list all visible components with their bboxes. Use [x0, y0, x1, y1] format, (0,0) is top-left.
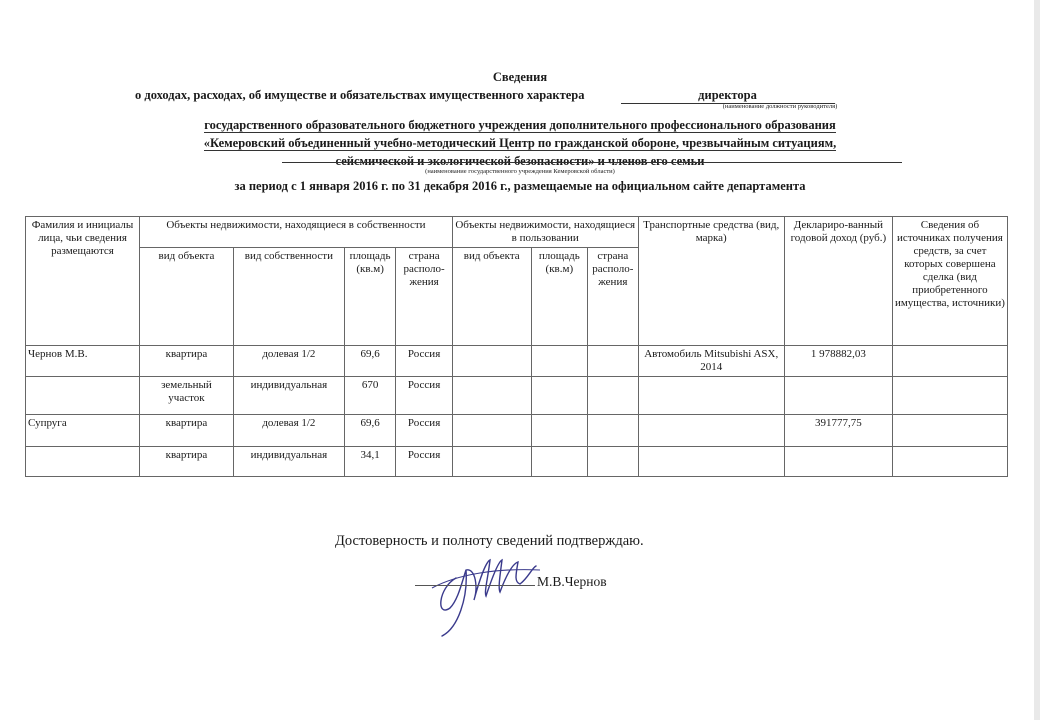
income-header: Деклариро-ванный годовой доход (руб.)	[784, 217, 892, 346]
used-country-header: страна располо-жения	[588, 248, 638, 346]
ownership-cell: долевая 1/2	[233, 415, 344, 447]
owned-area-header: площадь (кв.м)	[344, 248, 395, 346]
used-type-cell	[452, 415, 531, 447]
used-area-header: площадь (кв.м)	[531, 248, 588, 346]
transport-header: Транспортные средства (вид, марка)	[638, 217, 784, 346]
org-underline	[282, 162, 902, 163]
table-row	[26, 377, 1008, 415]
table-row	[26, 447, 1008, 477]
used-type-cell	[452, 377, 531, 415]
position-field: директора	[621, 88, 835, 104]
ownership-cell: индивидуальная	[233, 447, 344, 477]
owned-country-header: страна располо-жения	[396, 248, 453, 346]
used-header: Объекты недвижимости, находящиеся в пользовании	[452, 217, 638, 248]
transport-cell: Автомобиль Mitsubishi ASX, 2014	[638, 346, 784, 377]
org-line-3: сейсмической и экологической безопасности» и членов его семьи	[335, 154, 705, 168]
table-row	[26, 415, 1008, 447]
type-cell: квартира	[140, 346, 234, 377]
doc-title: Сведения	[492, 70, 548, 84]
income-cell: 1 978882,03	[784, 346, 892, 377]
ownership-cell: индивидуальная	[233, 377, 344, 415]
income-cell	[784, 447, 892, 477]
transport-cell	[638, 415, 784, 447]
area-cell: 69,6	[344, 346, 395, 377]
transport-cell	[638, 447, 784, 477]
person-cell	[26, 377, 140, 415]
sources-cell	[892, 447, 1007, 477]
signer-name: М.В.Чернов	[537, 574, 607, 589]
area-cell: 69,6	[344, 415, 395, 447]
type-cell: земельный участок	[140, 377, 234, 415]
person-cell: Чернов М.В.	[26, 346, 140, 377]
income-table	[25, 216, 1008, 477]
owned-header: Объекты недвижимости, находящиеся в собственности	[140, 217, 453, 248]
used-area-cell	[531, 415, 588, 447]
person-header: Фамилия и инициалы лица, чьи сведения размещаются	[26, 217, 140, 346]
used-country-cell	[588, 377, 638, 415]
person-cell: Супруга	[26, 415, 140, 447]
org-caption: (наименование государственного учреждения Кемеровской области)	[425, 168, 615, 175]
doc-subtitle	[135, 88, 835, 104]
type-cell: квартира	[140, 447, 234, 477]
position-caption: (наименование должности руководителя)	[722, 103, 838, 110]
country-cell: Россия	[396, 415, 453, 447]
used-area-cell	[531, 377, 588, 415]
type-cell: квартира	[140, 415, 234, 447]
person-cell	[26, 447, 140, 477]
used-area-cell	[531, 346, 588, 377]
page-edge	[1034, 0, 1040, 720]
org-line-2: «Кемеровский объединенный учебно-методический Центр по гражданской обороне, чрезвычайным ситуациям,	[203, 136, 837, 150]
ownership-cell: долевая 1/2	[233, 346, 344, 377]
header-row-1	[26, 217, 1008, 248]
sources-header: Сведения об источниках получения средств, за счет которых совершена сделка (вид приобретенного имущества, источники)	[892, 217, 1007, 346]
signature-icon	[428, 548, 548, 638]
country-cell: Россия	[396, 377, 453, 415]
used-country-cell	[588, 447, 638, 477]
transport-cell	[638, 377, 784, 415]
income-cell: 391777,75	[784, 415, 892, 447]
signature-line	[415, 585, 535, 586]
country-cell: Россия	[396, 346, 453, 377]
used-type-cell	[452, 346, 531, 377]
used-type-header: вид объекта	[452, 248, 531, 346]
country-cell: Россия	[396, 447, 453, 477]
table-row	[26, 346, 1008, 377]
sources-cell	[892, 377, 1007, 415]
used-area-cell	[531, 447, 588, 477]
subtitle-text: о доходах, расходах, об имуществе и обязательствах имущественного характера	[135, 88, 585, 102]
used-type-cell	[452, 447, 531, 477]
owned-ownership-header: вид собственности	[233, 248, 344, 346]
period-line: за период с 1 января 2016 г. по 31 декабря 2016 г., размещаемые на официальном сайте департамента	[234, 179, 806, 193]
sources-cell	[892, 415, 1007, 447]
area-cell: 34,1	[344, 447, 395, 477]
area-cell: 670	[344, 377, 395, 415]
used-country-cell	[588, 346, 638, 377]
confirmation-text: Достоверность и полноту сведений подтверждаю.	[335, 533, 644, 549]
owned-type-header: вид объекта	[140, 248, 234, 346]
org-line-1: государственного образовательного бюджетного учреждения дополнительного профессионального образования	[204, 118, 836, 132]
used-country-cell	[588, 415, 638, 447]
sources-cell	[892, 346, 1007, 377]
income-cell	[784, 377, 892, 415]
